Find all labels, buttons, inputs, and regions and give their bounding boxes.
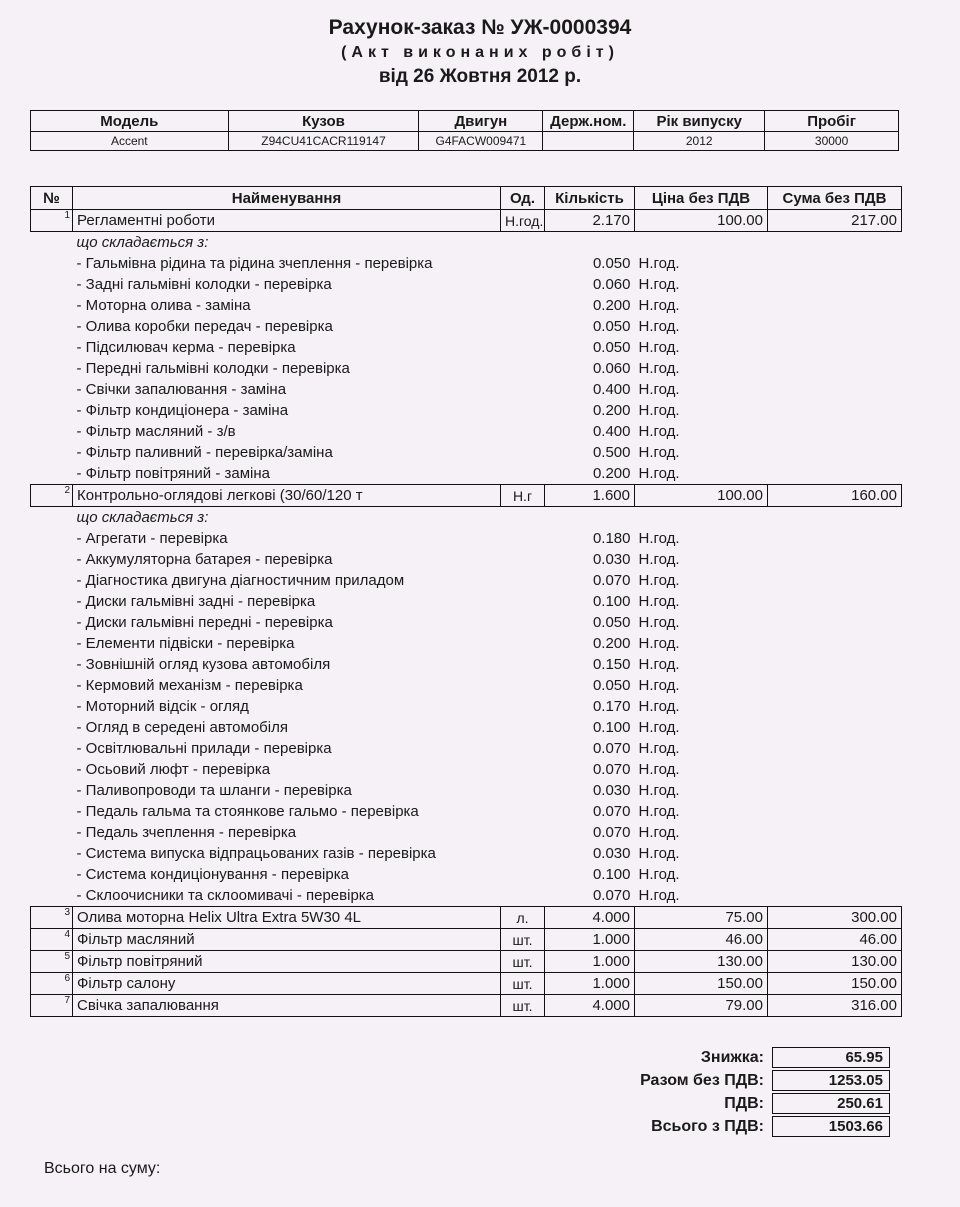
sub-spacer — [768, 843, 902, 864]
sub-item-quantity: 0.070 — [592, 803, 631, 820]
sub-list-item — [31, 528, 902, 549]
sub-spacer — [31, 738, 73, 759]
sub-item-unit: Н.год. — [638, 719, 680, 736]
sub-list-item — [31, 295, 902, 316]
sub-spacer — [768, 864, 902, 885]
sub-list-item — [31, 337, 902, 358]
sub-spacer — [31, 274, 73, 295]
table-row — [31, 485, 902, 507]
sub-item-quantity: 0.200 — [592, 297, 631, 314]
row-quantity: 4.000 — [545, 907, 635, 929]
row-quantity: 4.000 — [545, 995, 635, 1017]
sub-list-item — [31, 379, 902, 400]
sub-list-item — [31, 400, 902, 421]
sub-spacer — [31, 232, 73, 254]
car-header-model: Модель — [31, 111, 229, 132]
sub-item-name: - Система кондиціонування - перевірка — [76, 866, 349, 883]
sub-item-name: - Педаль гальма та стоянкове гальмо - перевірка — [76, 803, 419, 820]
car-info-header — [31, 111, 899, 132]
sub-spacer — [31, 549, 73, 570]
sub-item-name: - Диски гальмівні задні - перевірка — [76, 593, 316, 610]
sub-item-unit: Н.год. — [638, 572, 680, 589]
sub-spacer — [31, 654, 73, 675]
total-vat-row — [560, 1092, 890, 1115]
sub-item-unit: Н.год. — [638, 255, 680, 272]
sub-item-name: - Свічки запалювання - заміна — [76, 381, 287, 398]
sub-item-name: - Моторний відсік - огляд — [76, 698, 249, 715]
sub-item-quantity: 0.050 — [592, 318, 631, 335]
sub-item-unit: Н.год. — [638, 761, 680, 778]
sub-list-item — [31, 696, 902, 717]
row-unit: шт. — [501, 995, 545, 1017]
sub-item-quantity: 0.060 — [592, 360, 631, 377]
sub-spacer — [768, 570, 902, 591]
sub-spacer — [31, 358, 73, 379]
sub-item-quantity: 0.100 — [592, 719, 631, 736]
row-sum: 300.00 — [768, 907, 902, 929]
sub-list-item — [31, 822, 902, 843]
sub-spacer — [768, 295, 902, 316]
car-header-engine: Двигун — [419, 111, 543, 132]
total-vat-value: 250.61 — [772, 1093, 890, 1114]
sub-list-item — [31, 421, 902, 442]
row-sum: 160.00 — [768, 485, 902, 507]
sub-spacer — [768, 379, 902, 400]
sub-item-name: - Диски гальмівні передні - перевірка — [76, 614, 333, 631]
sub-spacer — [768, 801, 902, 822]
table-row — [31, 951, 902, 973]
sub-list-item — [31, 358, 902, 379]
row-number: 7 — [31, 995, 73, 1017]
sub-spacer — [31, 379, 73, 400]
sub-list-item — [31, 274, 902, 295]
sub-item-unit: Н.год. — [638, 824, 680, 841]
row-price: 75.00 — [635, 907, 768, 929]
sub-spacer — [31, 696, 73, 717]
sub-list-item — [31, 591, 902, 612]
sub-item-unit: Н.год. — [638, 339, 680, 356]
sub-spacer — [768, 675, 902, 696]
sub-item-quantity: 0.400 — [592, 381, 631, 398]
sub-item-name: - Підсилювач керма - перевірка — [76, 339, 296, 356]
sub-list-header-row — [31, 507, 902, 529]
sub-item-quantity: 0.100 — [592, 593, 631, 610]
row-price: 150.00 — [635, 973, 768, 995]
sub-spacer — [31, 612, 73, 633]
sub-item-name: - Гальмівна рідина та рідина зчеплення - перевірка — [76, 255, 433, 272]
sub-item-unit: Н.год. — [638, 782, 680, 799]
total-vat-label: ПДВ: — [724, 1094, 764, 1112]
sub-spacer — [768, 654, 902, 675]
works-table-header — [31, 187, 902, 210]
sub-item-name: - Фільтр кондиціонера - заміна — [76, 402, 289, 419]
sub-item-unit: Н.год. — [638, 360, 680, 377]
row-number: 6 — [31, 973, 73, 995]
sub-spacer — [31, 507, 73, 529]
sub-spacer — [768, 316, 902, 337]
sub-spacer — [768, 442, 902, 463]
sub-item-name: - Система випуска відпрацьованих газів - перевірка — [76, 845, 436, 862]
sub-spacer — [31, 591, 73, 612]
row-name: Фільтр масляний — [73, 929, 501, 951]
sub-spacer — [31, 843, 73, 864]
car-year: 2012 — [634, 132, 765, 151]
sub-spacer — [31, 253, 73, 274]
sub-spacer — [768, 274, 902, 295]
sub-item-name: - Моторна олива - заміна — [76, 297, 251, 314]
sub-item-name: - Передні гальмівні колодки - перевірка — [76, 360, 350, 377]
sub-item-quantity: 0.200 — [592, 635, 631, 652]
sub-spacer — [31, 675, 73, 696]
sub-item-quantity: 0.500 — [592, 444, 631, 461]
sub-list-header: що складається з: — [76, 234, 209, 251]
sub-item-name: - Діагностика двигуна діагностичним приладом — [76, 572, 405, 589]
sub-item-name: - Огляд в середені автомобіля — [76, 719, 288, 736]
sub-item-quantity: 0.070 — [592, 740, 631, 757]
sub-item-name: - Олива коробки передач - перевірка — [76, 318, 333, 335]
sub-item-name: - Паливопроводи та шланги - перевірка — [76, 782, 352, 799]
sub-spacer — [31, 528, 73, 549]
total-discount-label: Знижка: — [700, 1048, 764, 1066]
sub-spacer — [31, 463, 73, 485]
table-row — [31, 929, 902, 951]
row-name: Фільтр повітряний — [73, 951, 501, 973]
row-sum: 46.00 — [768, 929, 902, 951]
sub-item-unit: Н.год. — [638, 318, 680, 335]
sub-list-item — [31, 654, 902, 675]
sub-spacer — [768, 253, 902, 274]
total-discount-value: 65.95 — [772, 1047, 890, 1068]
sub-spacer — [31, 801, 73, 822]
sub-item-unit: Н.год. — [638, 551, 680, 568]
sub-item-unit: Н.год. — [638, 656, 680, 673]
sub-list-item — [31, 843, 902, 864]
col-header-sum: Сума без ПДВ — [768, 187, 902, 210]
sub-spacer — [768, 738, 902, 759]
sub-spacer — [768, 528, 902, 549]
total-net-label: Разом без ПДВ: — [640, 1071, 764, 1089]
sub-list-item — [31, 864, 902, 885]
row-name: Регламентні роботи — [73, 210, 501, 232]
sub-spacer — [31, 295, 73, 316]
car-mileage: 30000 — [765, 132, 899, 151]
sub-item-unit: Н.год. — [638, 297, 680, 314]
car-header-mileage: Пробіг — [765, 111, 899, 132]
sub-item-unit: Н.год. — [638, 614, 680, 631]
row-quantity: 1.000 — [545, 929, 635, 951]
row-unit: Н.год. — [501, 210, 545, 232]
sub-list-item — [31, 717, 902, 738]
sub-spacer — [31, 780, 73, 801]
row-price: 79.00 — [635, 995, 768, 1017]
footer-total-in-words-label: Всього на суму: — [44, 1160, 161, 1177]
row-quantity: 1.600 — [545, 485, 635, 507]
sub-spacer — [768, 421, 902, 442]
sub-item-name: - Фільтр масляний - з/в — [76, 423, 236, 440]
sub-item-unit: Н.год. — [638, 381, 680, 398]
sub-list-item — [31, 759, 902, 780]
sub-item-quantity: 0.050 — [592, 255, 631, 272]
col-header-price: Ціна без ПДВ — [635, 187, 768, 210]
sub-item-quantity: 0.070 — [592, 761, 631, 778]
document-title: Рахунок-заказ № УЖ-0000394 — [328, 16, 632, 39]
sub-spacer — [768, 463, 902, 485]
sub-item-unit: Н.год. — [638, 887, 680, 904]
sub-spacer — [768, 612, 902, 633]
sub-item-unit: Н.год. — [638, 845, 680, 862]
sub-item-quantity: 0.200 — [592, 402, 631, 419]
sub-list-item — [31, 675, 902, 696]
sub-item-name: - Фільтр паливний - перевірка/заміна — [76, 444, 333, 461]
sub-spacer — [31, 400, 73, 421]
sub-spacer — [768, 549, 902, 570]
row-price: 130.00 — [635, 951, 768, 973]
row-number: 1 — [31, 210, 73, 232]
sub-item-quantity: 0.070 — [592, 887, 631, 904]
sub-item-name: - Склоочисники та склоомивачі - перевірка — [76, 887, 375, 904]
row-unit: л. — [501, 907, 545, 929]
total-net-row — [560, 1069, 890, 1092]
car-vin: Z94CU41CACR119147 — [228, 132, 419, 151]
sub-spacer — [31, 885, 73, 907]
sub-spacer — [31, 570, 73, 591]
sub-item-quantity: 0.050 — [592, 677, 631, 694]
document-subtitle: (Акт виконаних робіт) — [341, 44, 619, 61]
sub-spacer — [31, 421, 73, 442]
sub-item-name: - Фільтр повітряний - заміна — [76, 465, 270, 482]
sub-list-item — [31, 738, 902, 759]
sub-item-quantity: 0.200 — [592, 465, 631, 482]
sub-item-name: - Аккумуляторна батарея - перевірка — [76, 551, 333, 568]
row-name: Фільтр салону — [73, 973, 501, 995]
sub-spacer — [768, 759, 902, 780]
sub-item-quantity: 0.060 — [592, 276, 631, 293]
total-discount-row — [560, 1046, 890, 1069]
row-number: 2 — [31, 485, 73, 507]
car-model: Accent — [31, 132, 229, 151]
sub-spacer — [768, 591, 902, 612]
sub-spacer — [31, 759, 73, 780]
sub-list-item — [31, 570, 902, 591]
sub-list-header: що складається з: — [76, 509, 209, 526]
car-info-values — [31, 132, 899, 151]
row-number: 4 — [31, 929, 73, 951]
sub-spacer — [31, 442, 73, 463]
sub-spacer — [768, 780, 902, 801]
sub-item-name: - Педаль зчеплення - перевірка — [76, 824, 297, 841]
car-header-plate: Держ.ном. — [543, 111, 634, 132]
row-sum: 217.00 — [768, 210, 902, 232]
sub-spacer — [768, 696, 902, 717]
sub-item-name: - Освітлювальні прилади - перевірка — [76, 740, 332, 757]
row-price: 100.00 — [635, 485, 768, 507]
sub-spacer — [768, 885, 902, 907]
sub-item-quantity: 0.170 — [592, 698, 631, 715]
sub-item-quantity: 0.070 — [592, 824, 631, 841]
sub-spacer — [768, 337, 902, 358]
sub-spacer — [768, 717, 902, 738]
row-name: Свічка запалювання — [73, 995, 501, 1017]
sub-item-unit: Н.год. — [638, 803, 680, 820]
sub-item-quantity: 0.030 — [592, 551, 631, 568]
total-net-value: 1253.05 — [772, 1070, 890, 1091]
sub-list-item — [31, 316, 902, 337]
sub-spacer — [31, 337, 73, 358]
sub-item-unit: Н.год. — [638, 740, 680, 757]
car-header-year: Рік випуску — [634, 111, 765, 132]
car-info-table — [30, 110, 899, 151]
sub-spacer — [31, 717, 73, 738]
sub-spacer — [31, 316, 73, 337]
row-quantity: 1.000 — [545, 951, 635, 973]
sub-list-item — [31, 633, 902, 654]
sub-item-name: - Задні гальмівні колодки - перевірка — [76, 276, 332, 293]
sub-item-unit: Н.год. — [638, 530, 680, 547]
sub-item-unit: Н.год. — [638, 402, 680, 419]
row-name: Олива моторна Helix Ultra Extra 5W30 4L — [73, 907, 501, 929]
sub-spacer — [768, 633, 902, 654]
sub-item-quantity: 0.180 — [592, 530, 631, 547]
sub-list-item — [31, 463, 902, 485]
sub-item-unit: Н.год. — [638, 465, 680, 482]
row-quantity: 1.000 — [545, 973, 635, 995]
row-unit: шт. — [501, 929, 545, 951]
row-sum: 130.00 — [768, 951, 902, 973]
sub-item-name: - Осьовий люфт - перевірка — [76, 761, 271, 778]
sub-list-header-row — [31, 232, 902, 254]
sub-spacer — [768, 822, 902, 843]
document-date: від 26 Жовтня 2012 р. — [378, 66, 582, 87]
sub-list-item — [31, 549, 902, 570]
sub-item-unit: Н.год. — [638, 635, 680, 652]
sub-list-item — [31, 780, 902, 801]
sub-spacer — [768, 400, 902, 421]
sub-item-name: - Кермовий механізм - перевірка — [76, 677, 303, 694]
row-quantity: 2.170 — [545, 210, 635, 232]
sub-item-quantity: 0.100 — [592, 866, 631, 883]
total-gross-label: Всього з ПДВ: — [651, 1117, 764, 1135]
sub-list-item — [31, 801, 902, 822]
row-name: Контрольно-оглядові легкові (30/60/120 т — [73, 485, 501, 507]
car-header-body: Кузов — [228, 111, 419, 132]
sub-item-quantity: 0.050 — [592, 339, 631, 356]
col-header-unit: Од. — [501, 187, 545, 210]
sub-list-item — [31, 885, 902, 907]
sub-list-item — [31, 612, 902, 633]
sub-item-quantity: 0.070 — [592, 572, 631, 589]
sub-item-name: - Зовнішній огляд кузова автомобіля — [76, 656, 331, 673]
sub-spacer — [31, 633, 73, 654]
sub-item-name: - Агрегати - перевірка — [76, 530, 228, 547]
row-price: 46.00 — [635, 929, 768, 951]
row-number: 5 — [31, 951, 73, 973]
sub-item-quantity: 0.030 — [592, 782, 631, 799]
sub-item-unit: Н.год. — [638, 593, 680, 610]
sub-list-item — [31, 442, 902, 463]
sub-item-name: - Елементи підвіски - перевірка — [76, 635, 295, 652]
table-row — [31, 995, 902, 1017]
sub-item-unit: Н.год. — [638, 866, 680, 883]
total-gross-value: 1503.66 — [772, 1116, 890, 1137]
car-engine-number: G4FACW009471 — [419, 132, 543, 151]
total-gross-row — [560, 1115, 890, 1138]
col-header-quantity: Кількість — [545, 187, 635, 210]
sub-spacer — [768, 358, 902, 379]
car-plate-number — [543, 132, 634, 151]
row-number: 3 — [31, 907, 73, 929]
row-sum: 150.00 — [768, 973, 902, 995]
sub-item-quantity: 0.050 — [592, 614, 631, 631]
sub-item-unit: Н.год. — [638, 444, 680, 461]
sub-spacer — [31, 864, 73, 885]
row-unit: Н.г — [501, 485, 545, 507]
table-row — [31, 907, 902, 929]
sub-item-quantity: 0.150 — [592, 656, 631, 673]
row-unit: шт. — [501, 951, 545, 973]
sub-list-item — [31, 253, 902, 274]
table-row — [31, 210, 902, 232]
totals-block — [560, 1046, 890, 1138]
sub-spacer — [31, 822, 73, 843]
row-price: 100.00 — [635, 210, 768, 232]
row-sum: 316.00 — [768, 995, 902, 1017]
sub-item-quantity: 0.400 — [592, 423, 631, 440]
table-row — [31, 973, 902, 995]
sub-item-quantity: 0.030 — [592, 845, 631, 862]
sub-item-unit: Н.год. — [638, 698, 680, 715]
sub-item-unit: Н.год. — [638, 423, 680, 440]
sub-item-unit: Н.год. — [638, 677, 680, 694]
col-header-name: Найменування — [73, 187, 501, 210]
works-table — [30, 186, 902, 1017]
sub-item-unit: Н.год. — [638, 276, 680, 293]
col-header-number: № — [31, 187, 73, 210]
row-unit: шт. — [501, 973, 545, 995]
